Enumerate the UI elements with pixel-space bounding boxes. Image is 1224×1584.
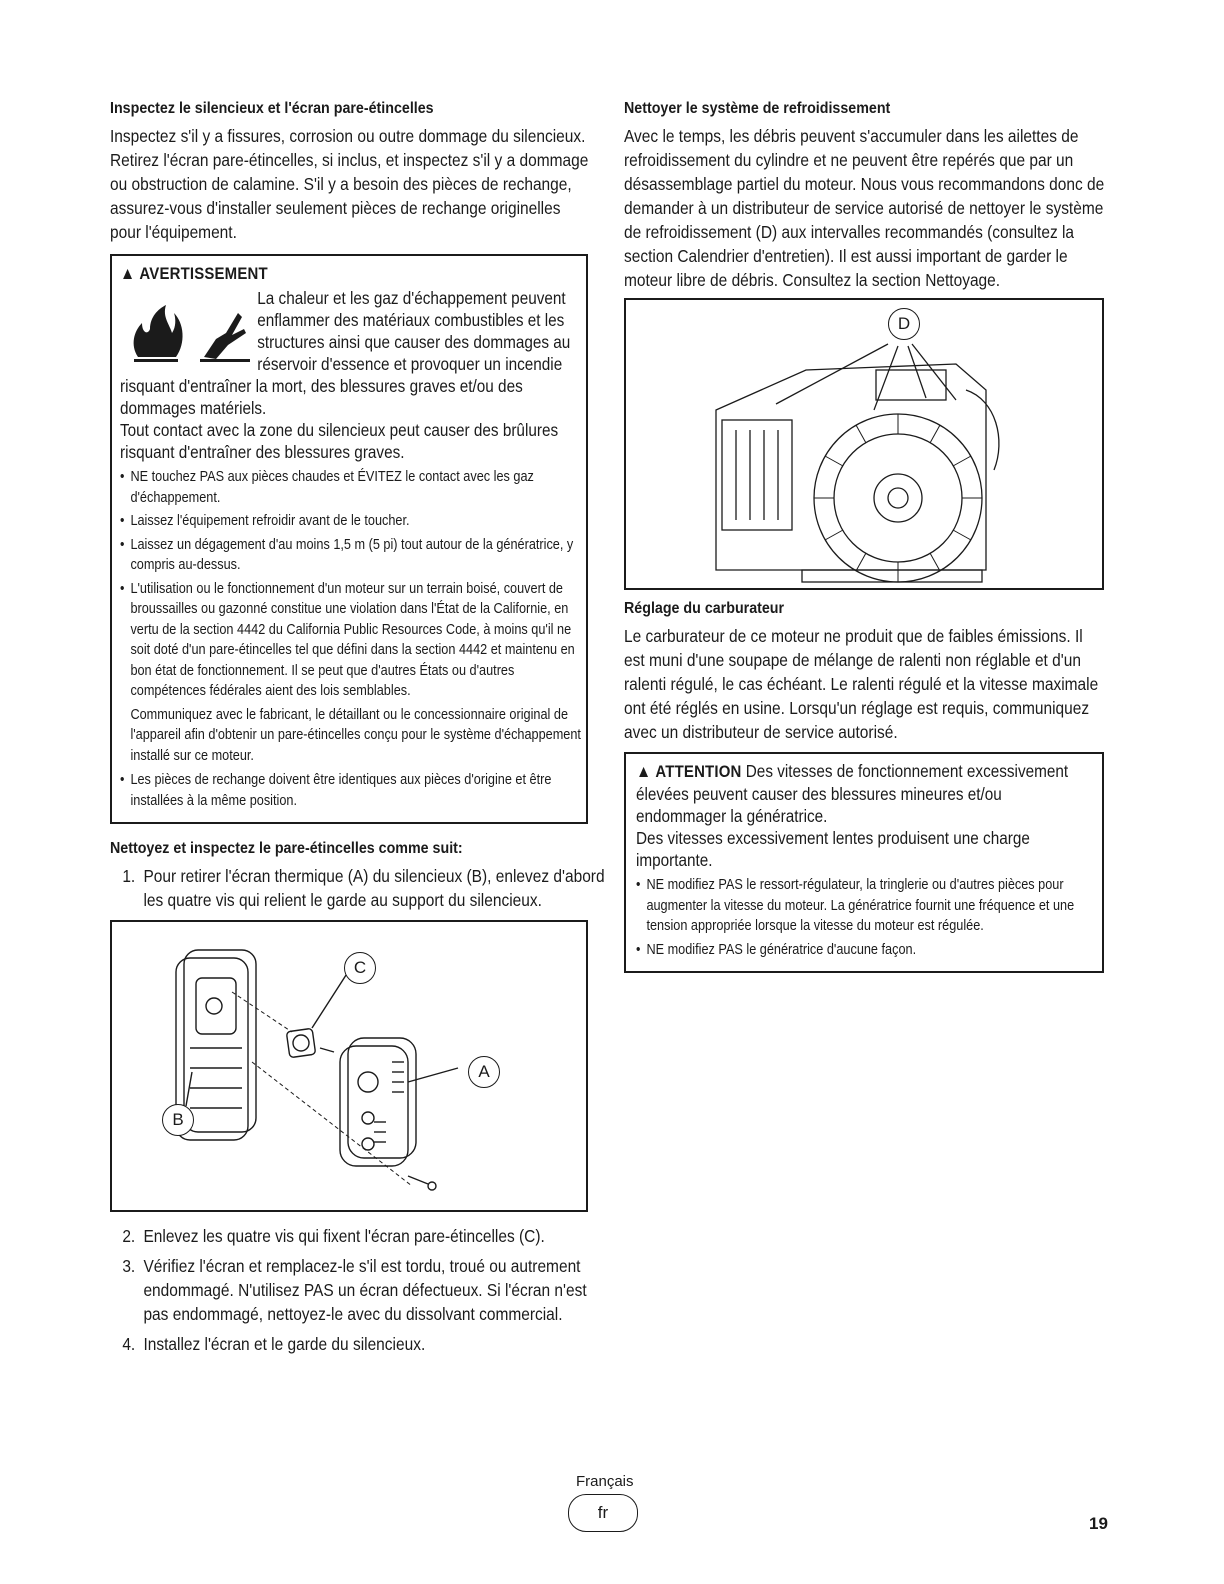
caution-triangle-icon: ▲ xyxy=(636,761,652,781)
warning-box xyxy=(110,254,588,824)
callout-b: B xyxy=(162,1104,194,1136)
cleaning-steps-part1 xyxy=(110,864,605,912)
list-item: • NE touchez PAS aux pièces chaudes et ÉVITEZ le contact avec les gaz d'échappement. xyxy=(120,467,589,508)
muffler-inspection-heading: Inspectez le silencieux et l'écran pare-étincelles xyxy=(110,100,434,117)
caution-signal-word: ATTENTION xyxy=(655,762,742,781)
cleaning-steps-part2 xyxy=(110,1224,588,1356)
page-number: 19 xyxy=(1089,1514,1108,1533)
list-item: 2. Enlevez les quatre vis qui fixent l'écran pare-étincelles (C). xyxy=(122,1226,545,1246)
list-item: 1. Pour retirer l'écran thermique (A) du silencieux (B), enlevez d'abord les quatre vis qui relient le garde au support du silencieux. xyxy=(122,866,605,910)
footer-language: Français xyxy=(576,1473,634,1490)
language-badge: fr xyxy=(568,1494,638,1532)
cooling-system-heading: Nettoyer le système de refroidissement xyxy=(624,100,891,117)
muffler-figure xyxy=(110,920,588,1212)
list-item: • L'utilisation ou le fonctionnement d'un moteur sur un terrain boisé, couvert de broussailles ou gazonné constitue une violation dans l'État de la Californie, en vertu de la section 4442 du California Public Resources Code, à moins qu'il ne soit doté d'un pare-étincelles tel que défini dans la section 4442 et maintenu en bon état de fonctionnement. Il se peut que d'autres États ou d'autres compétences fédérales aient des lois semblables. xyxy=(120,579,589,702)
list-item: • NE modifiez PAS le ressort-régulateur, la tringlerie ou d'autres pièces pour augmenter la vitesse du moteur. La génératrice fournit une fréquence et une tension appropriée lorsque la vitesse du moteur est régulée. xyxy=(636,875,1103,937)
warning-contact-paragraph: Communiquez avec le fabricant, le détaillant ou le concessionnaire original de l'appareil afin d'obtenir un pare-étincelles conçu pour le système d'échappement installé sur ce moteur. xyxy=(130,706,581,764)
callout-d: D xyxy=(888,308,920,340)
warning-bullets xyxy=(120,467,578,702)
callout-a: A xyxy=(468,1056,500,1088)
engine-cooling-diagram xyxy=(626,300,1102,588)
list-item: • Les pièces de rechange doivent être identiques aux pièces d'origine et être installées à la même position. xyxy=(120,770,589,811)
warning-triangle-icon: ▲ xyxy=(120,263,136,283)
list-item: • Laissez l'équipement refroidir avant de le toucher. xyxy=(120,511,589,532)
warning-text-heat: La chaleur et les gaz d'échappement peuvent enflammer des matériaux combustibles et les structures ainsi que causer des dommages au réservoir d'essence et provoquer un incendie risquant d'entraîner la mort, des blessures graves et/ou des dommages matériels. xyxy=(120,288,571,418)
callout-c: C xyxy=(344,952,376,984)
list-item: 4. Installez l'écran et le garde du silencieux. xyxy=(122,1334,426,1354)
caution-bullets xyxy=(636,875,1092,960)
engine-figure xyxy=(624,298,1104,590)
caution-text-high-speed: Des vitesses de fonctionnement excessivement élevées peuvent causer des blessures mineures et/ou endommager la génératrice. xyxy=(636,761,1069,826)
carburetor-heading: Réglage du carburateur xyxy=(624,600,785,617)
warning-last-bullet xyxy=(120,770,578,811)
list-item: • Laissez un dégagement d'au moins 1,5 m (5 pi) tout autour de la génératrice, y compris au-dessus. xyxy=(120,535,589,576)
carburetor-text: Le carburateur de ce moteur ne produit que de faibles émissions. Il est muni d'une soupape de mélange de ralenti non réglable et d'un ralenti régulé, le cas échéant. Le ralenti régulé et la vitesse maximale ont été réglés en usine. Lorsqu'un réglage est requis, communiquez avec un distributeur de service autorisé. xyxy=(624,626,1099,742)
caution-box xyxy=(624,752,1104,973)
right-column xyxy=(624,100,1104,973)
spark-arrester-cleaning-heading: Nettoyez et inspectez le pare-étincelles comme suit: xyxy=(110,840,463,857)
warning-text-burns: Tout contact avec la zone du silencieux peut causer des brûlures risquant d'entraîner des blessures graves. xyxy=(120,420,559,462)
caution-text-low-speed: Des vitesses excessivement lentes produisent une charge importante. xyxy=(636,828,1030,870)
list-item: 3. Vérifiez l'écran et remplacez-le s'il est tordu, troué ou autrement endommagé. N'utilisez PAS un écran défectueux. Si l'écran n'est pas endommagé, nettoyez-le avec du dissolvant commercial. xyxy=(122,1256,587,1324)
muffler-inspection-text: Inspectez s'il y a fissures, corrosion ou outre dommage du silencieux. Retirez l'écran pare-étincelles, si inclus, et inspectez s'il y a dommage ou obstruction de calamine. S'il y a besoin des pièces de rechange, assurez-vous d'installer seulement pièces de rechange originelles pour l'équipement. xyxy=(110,126,589,242)
list-item: • NE modifiez PAS le génératrice d'aucune façon. xyxy=(636,940,1103,961)
cooling-system-text: Avec le temps, les débris peuvent s'accumuler dans les ailettes de refroidissement du cylindre et ne peuvent être repérés que par un désassemblage partiel du moteur. Nous vous recommandons donc de demander à un distributeur de service autorisé de nettoyer le système de refroidissement (D) aux intervalles recommandés (consultez la section Calendrier d'entretien). Il est aussi important de garder le moteur libre de débris. Consultez la section Nettoyage. xyxy=(624,126,1105,290)
warning-signal-word: AVERTISSEMENT xyxy=(139,264,268,283)
left-column xyxy=(110,100,605,1362)
